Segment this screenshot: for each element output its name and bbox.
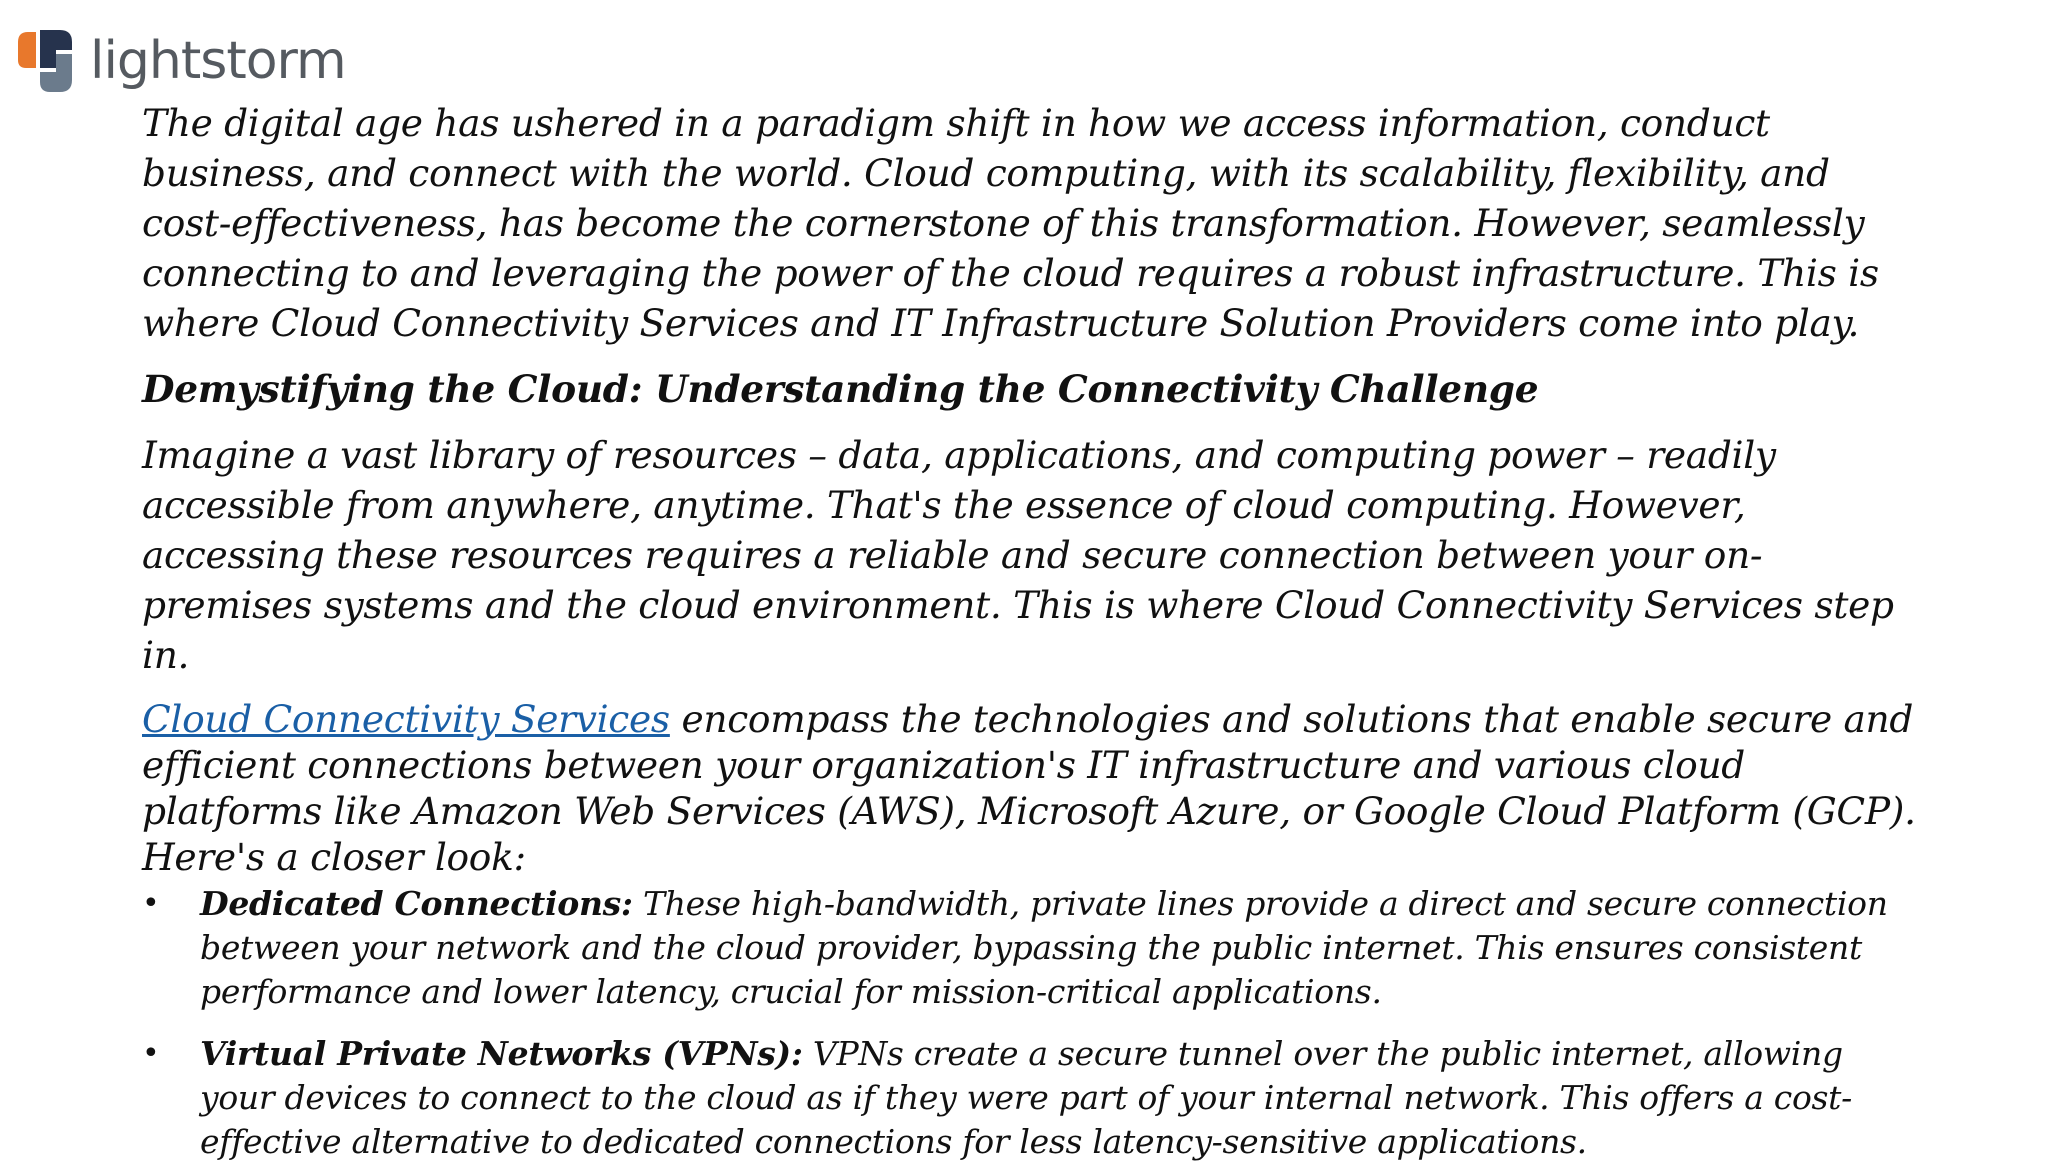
list-item: [142, 1032, 1922, 1164]
brand-logo[interactable]: [16, 26, 346, 96]
bullet-icon: •: [142, 1036, 160, 1071]
lightstorm-logo-icon: [16, 28, 78, 94]
services-list: [142, 882, 1922, 1164]
cloud-connectivity-services-link[interactable]: Cloud Connectivity Services: [142, 697, 670, 741]
bullet-icon: •: [142, 886, 160, 921]
connectivity-paragraph: [142, 696, 1922, 880]
list-item-text: VPNs create a secure tunnel over the public internet, allowing your devices to connect to the cloud as if they were part of your internal network. This offers a cost-effective alternative to dedicated connections for less latency-sensitive applications.: [200, 1034, 1852, 1161]
section-heading: Demystifying the Cloud: Understanding the Connectivity Challenge: [142, 367, 1539, 411]
list-item: [142, 882, 1922, 1014]
connectivity-paragraph-text: encompass the technologies and solutions that enable secure and efficient connections between your organization's IT infrastructure and various cloud platforms like Amazon Web Services (AWS), Microsoft Azure, or Google Cloud Platform (GCP). Here's a closer look:: [142, 697, 1916, 879]
library-paragraph: Imagine a vast library of resources – data, applications, and computing power – readily accessible from anywhere, anytime. That's the essence of cloud computing. However, accessing these resources requires a reliable and secure connection between your on-premises systems and the cloud environment. This is where Cloud Connectivity Services step in.: [142, 433, 1894, 677]
intro-paragraph: The digital age has ushered in a paradigm shift in how we access information, conduct business, and connect with the world. Cloud computing, with its scalability, flexibility, and cost-effectiveness, has become the cornerstone of this transformation. However, seamlessly connecting to and leveraging the power of the cloud requires a robust infrastructure. This is where Cloud Connectivity Services and IT Infrastructure Solution Providers come into play.: [142, 101, 1879, 345]
list-item-term: Dedicated Connections:: [200, 884, 633, 923]
article-body: [142, 98, 1922, 1164]
brand-name: lightstorm: [90, 31, 346, 91]
list-item-term: Virtual Private Networks (VPNs):: [200, 1034, 803, 1073]
list-item-text: These high-bandwidth, private lines provide a direct and secure connection between your network and the cloud provider, bypassing the public internet. This ensures consistent performance and lower latency, crucial for mission-critical applications.: [200, 884, 1888, 1011]
